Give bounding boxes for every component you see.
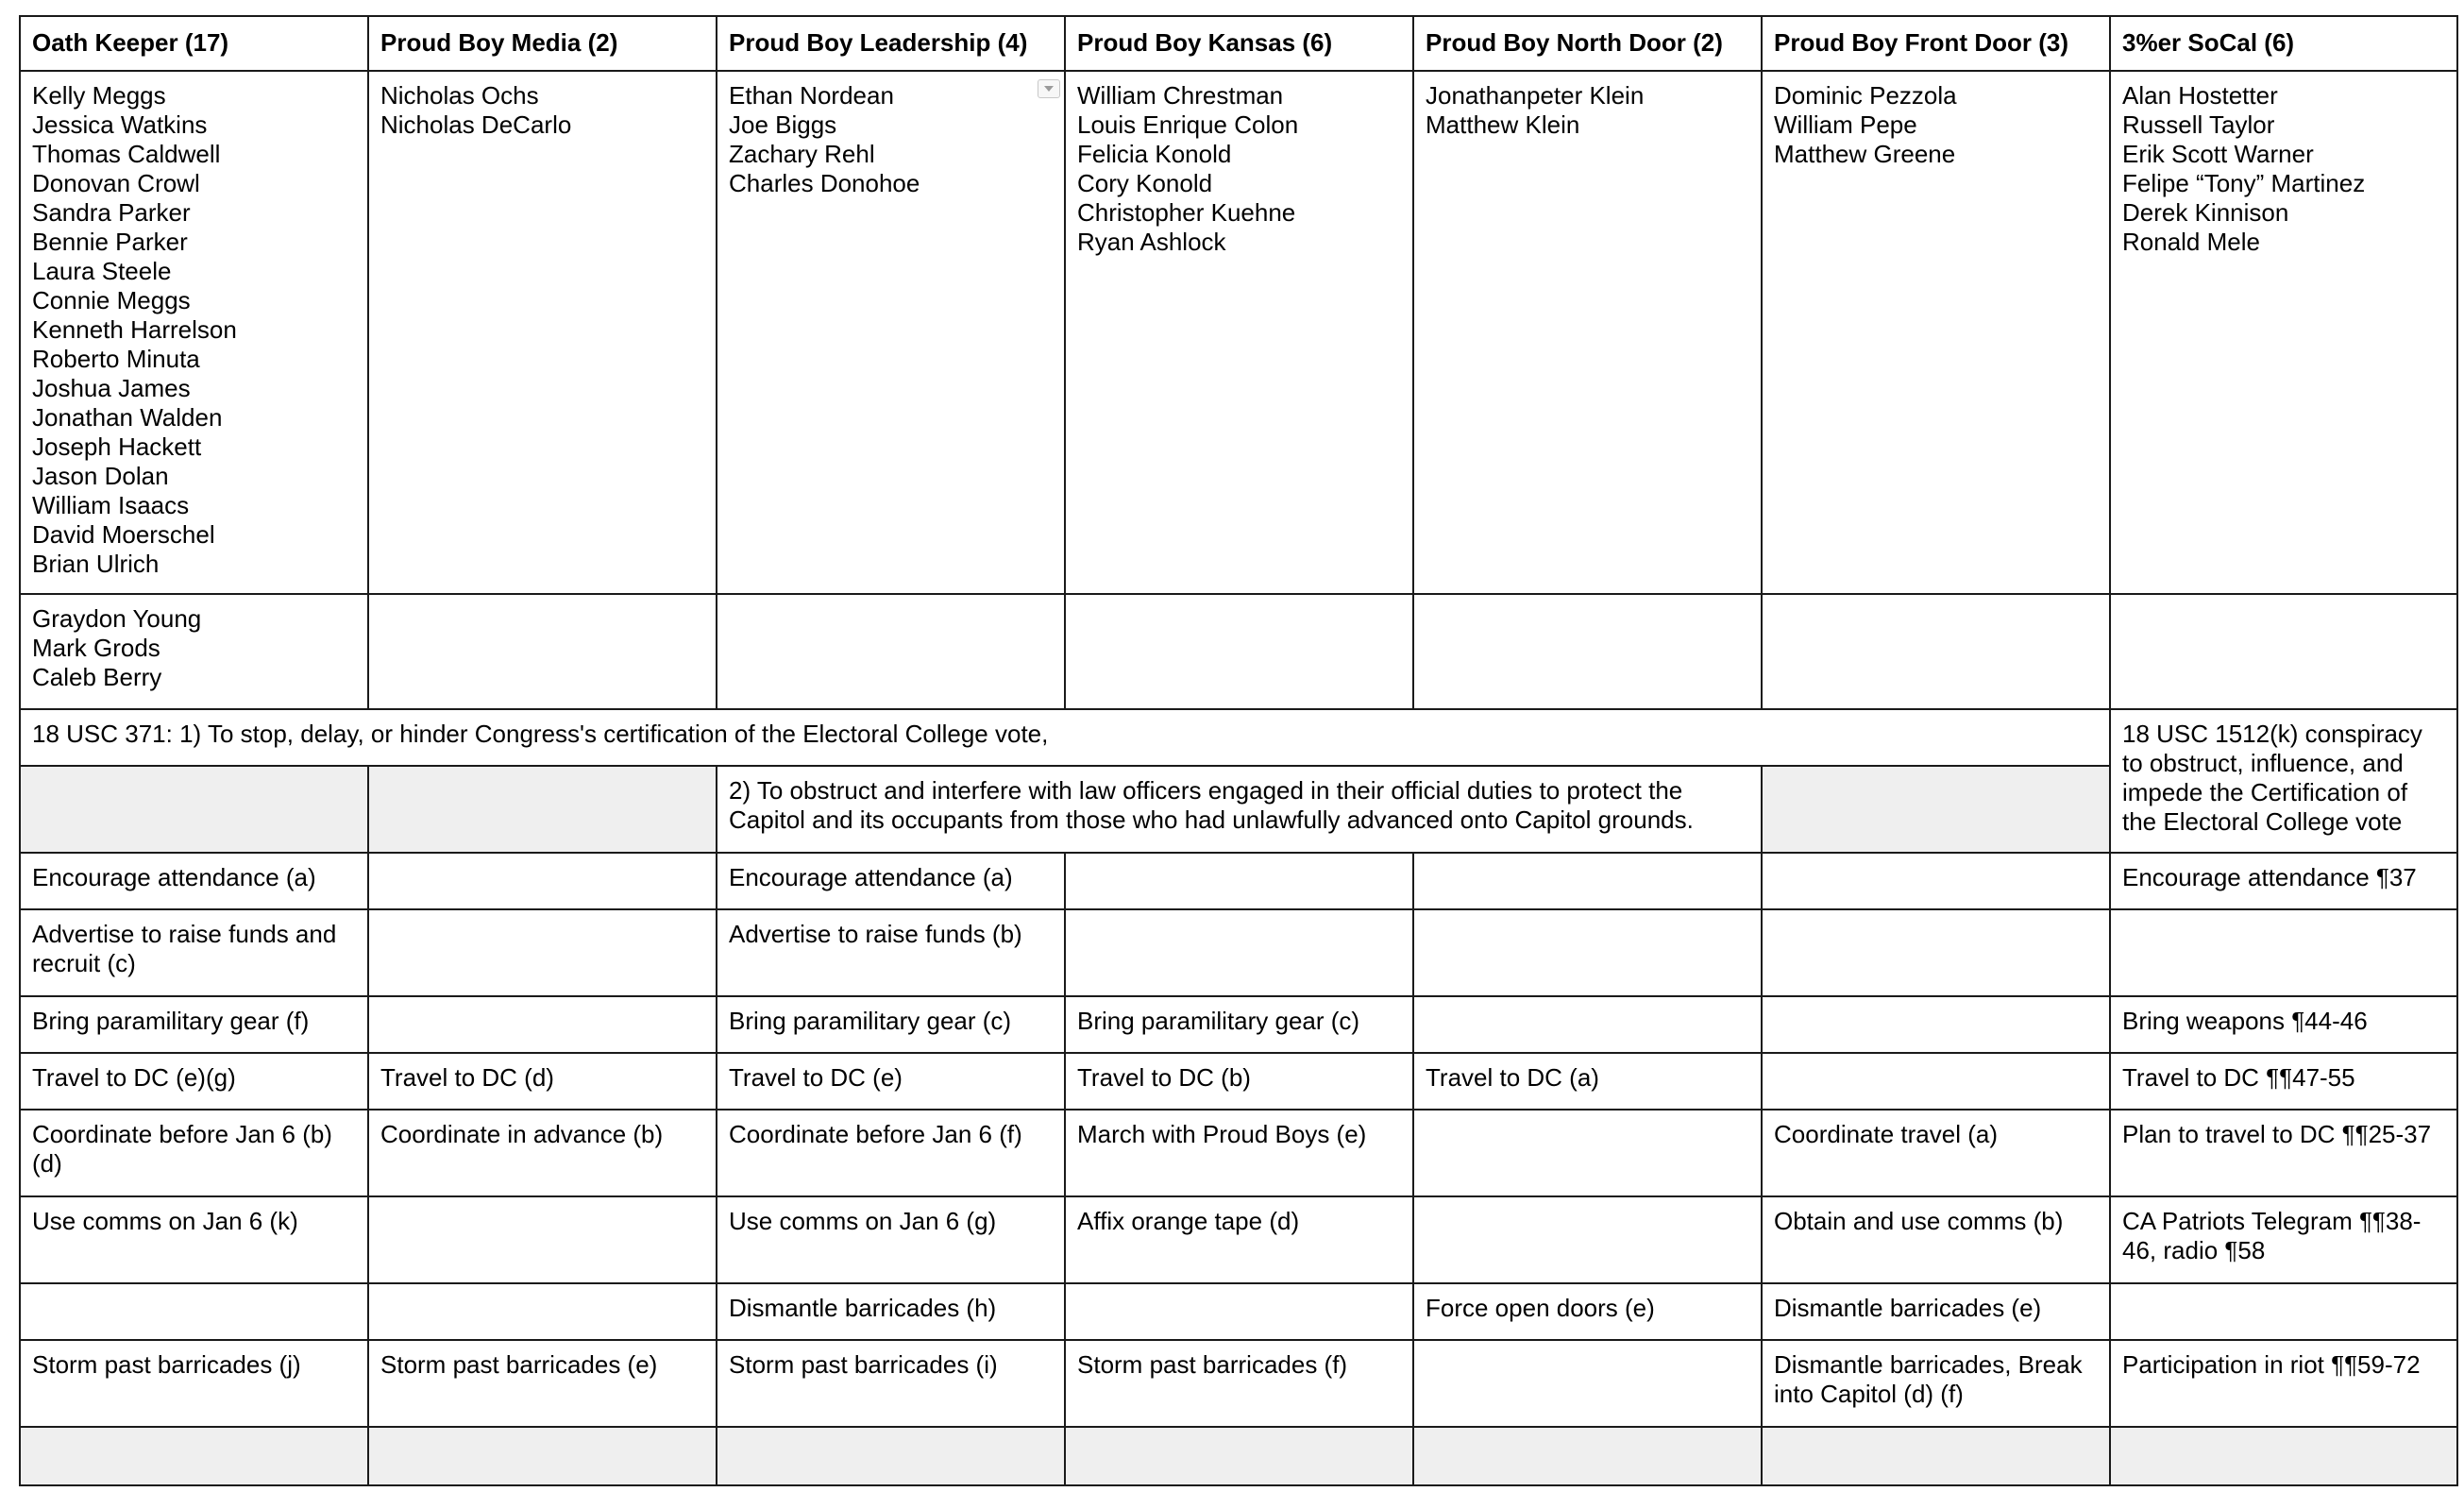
act-cell[interactable]: Dismantle barricades (e) — [1762, 1283, 2110, 1340]
act-cell[interactable]: Travel to DC (a) — [1413, 1053, 1762, 1110]
act-cell[interactable]: Encourage attendance (a) — [717, 853, 1065, 909]
act-cell[interactable] — [1413, 853, 1762, 909]
act-cell[interactable]: March with Proud Boys (e) — [1065, 1110, 1413, 1196]
header-cell[interactable]: Proud Boy Leadership (4) — [717, 16, 1065, 71]
act-cell[interactable]: Obtain and use comms (b) — [1762, 1196, 2110, 1283]
header-cell[interactable]: Proud Boy Front Door (3) — [1762, 16, 2110, 71]
empty-cell[interactable] — [2110, 1427, 2457, 1485]
members-extra-cell[interactable]: Graydon Young Mark Grods Caleb Berry — [20, 594, 368, 709]
members-cell[interactable]: Dominic Pezzola William Pepe Matthew Greene — [1762, 71, 2110, 594]
act-cell[interactable]: Advertise to raise funds (b) — [717, 909, 1065, 996]
empty-cell[interactable] — [368, 766, 717, 853]
act-cell[interactable]: Storm past barricades (j) — [20, 1340, 368, 1427]
act-cell[interactable]: Bring paramilitary gear (c) — [717, 996, 1065, 1053]
act-cell[interactable]: Coordinate before Jan 6 (f) — [717, 1110, 1065, 1196]
act-cell[interactable] — [1762, 853, 2110, 909]
empty-cell[interactable] — [1762, 766, 2110, 853]
table-row — [20, 853, 2457, 909]
act-cell[interactable]: Dismantle barricades (h) — [717, 1283, 1065, 1340]
act-cell[interactable] — [1413, 909, 1762, 996]
act-cell[interactable] — [2110, 909, 2457, 996]
table-row — [20, 909, 2457, 996]
act-cell[interactable]: Participation in riot ¶¶59-72 — [2110, 1340, 2457, 1427]
act-cell[interactable] — [1065, 909, 1413, 996]
members-cell[interactable] — [717, 71, 1065, 594]
empty-cell[interactable] — [1762, 1427, 2110, 1485]
act-cell[interactable]: Bring paramilitary gear (c) — [1065, 996, 1413, 1053]
empty-cell[interactable] — [1065, 1427, 1413, 1485]
header-cell[interactable]: Oath Keeper (17) — [20, 16, 368, 71]
table-row — [20, 1110, 2457, 1196]
charge-371-part1-cell[interactable]: 18 USC 371: 1) To stop, delay, or hinder Congress's certification of the Electoral College vote, — [20, 709, 2110, 766]
act-cell[interactable]: Bring weapons ¶44-46 — [2110, 996, 2457, 1053]
empty-cell[interactable] — [717, 1427, 1065, 1485]
header-cell[interactable]: Proud Boy Kansas (6) — [1065, 16, 1413, 71]
charge-row-2 — [20, 766, 2457, 853]
empty-cell[interactable] — [1413, 1427, 1762, 1485]
act-cell[interactable]: Encourage attendance (a) — [20, 853, 368, 909]
members-extra-cell[interactable] — [368, 594, 717, 709]
empty-row — [20, 1427, 2457, 1485]
members-cell[interactable]: Kelly Meggs Jessica Watkins Thomas Caldwell Donovan Crowl Sandra Parker Bennie Parker Laura Steele Connie Meggs Kenneth Harrelson Roberto Minuta Joshua James Jonathan Walden Joseph Hackett Jason Dolan William Isaacs David Moerschel Brian Ulrich — [20, 71, 368, 594]
act-cell[interactable]: Storm past barricades (f) — [1065, 1340, 1413, 1427]
act-cell[interactable]: Dismantle barricades, Break into Capitol (d) (f) — [1762, 1340, 2110, 1427]
members-cell[interactable]: William Chrestman Louis Enrique Colon Felicia Konold Cory Konold Christopher Kuehne Ryan Ashlock — [1065, 71, 1413, 594]
table-row — [20, 1340, 2457, 1427]
members-cell[interactable]: Nicholas Ochs Nicholas DeCarlo — [368, 71, 717, 594]
act-cell[interactable]: Storm past barricades (i) — [717, 1340, 1065, 1427]
members-extra-cell[interactable] — [1065, 594, 1413, 709]
act-cell[interactable] — [1413, 1340, 1762, 1427]
spreadsheet-table — [19, 15, 2458, 1486]
act-cell[interactable]: Travel to DC (e)(g) — [20, 1053, 368, 1110]
table-row — [20, 1053, 2457, 1110]
members-cell[interactable]: Jonathanpeter Klein Matthew Klein — [1413, 71, 1762, 594]
act-cell[interactable] — [368, 1283, 717, 1340]
members-extra-cell[interactable] — [2110, 594, 2457, 709]
act-cell[interactable]: Travel to DC (b) — [1065, 1053, 1413, 1110]
act-cell[interactable]: Travel to DC (e) — [717, 1053, 1065, 1110]
members-extra-cell[interactable] — [1762, 594, 2110, 709]
act-cell[interactable]: Affix orange tape (d) — [1065, 1196, 1413, 1283]
act-cell[interactable]: Force open doors (e) — [1413, 1283, 1762, 1340]
act-cell[interactable]: CA Patriots Telegram ¶¶38-46, radio ¶58 — [2110, 1196, 2457, 1283]
header-cell[interactable]: Proud Boy North Door (2) — [1413, 16, 1762, 71]
act-cell[interactable] — [1413, 996, 1762, 1053]
header-cell[interactable]: Proud Boy Media (2) — [368, 16, 717, 71]
act-cell[interactable] — [368, 909, 717, 996]
header-cell[interactable]: 3%er SoCal (6) — [2110, 16, 2457, 71]
act-cell[interactable]: Coordinate travel (a) — [1762, 1110, 2110, 1196]
header-row — [20, 16, 2457, 71]
table-row — [20, 1283, 2457, 1340]
act-cell[interactable] — [368, 1196, 717, 1283]
empty-cell[interactable] — [20, 1427, 368, 1485]
act-cell[interactable] — [368, 853, 717, 909]
empty-cell[interactable] — [368, 1427, 717, 1485]
members-row — [20, 71, 2457, 594]
act-cell[interactable] — [2110, 1283, 2457, 1340]
chevron-down-icon[interactable] — [1038, 79, 1060, 98]
act-cell[interactable]: Encourage attendance ¶37 — [2110, 853, 2457, 909]
act-cell[interactable]: Coordinate before Jan 6 (b)(d) — [20, 1110, 368, 1196]
act-cell[interactable]: Advertise to raise funds and recruit (c) — [20, 909, 368, 996]
act-cell[interactable] — [1413, 1196, 1762, 1283]
act-cell[interactable] — [1762, 996, 2110, 1053]
members-cell[interactable]: Alan Hostetter Russell Taylor Erik Scott Warner Felipe “Tony” Martinez Derek Kinnison Ronald Mele — [2110, 71, 2457, 594]
members-text: Ethan Nordean Joe Biggs Zachary Rehl Charles Donohoe — [729, 81, 920, 197]
charge-1512-cell[interactable]: 18 USC 1512(k) conspiracy to obstruct, influence, and impede the Certification of the Electoral College vote — [2110, 709, 2457, 853]
members-extra-row — [20, 594, 2457, 709]
table-row — [20, 996, 2457, 1053]
act-cell[interactable]: Storm past barricades (e) — [368, 1340, 717, 1427]
act-cell[interactable]: Plan to travel to DC ¶¶25-37 — [2110, 1110, 2457, 1196]
empty-cell[interactable] — [20, 766, 368, 853]
charge-371-part2-cell[interactable]: 2) To obstruct and interfere with law officers engaged in their official duties to protect the Capitol and its occupants from those who had unlawfully advanced onto Capitol grounds. — [717, 766, 1762, 853]
members-extra-cell[interactable] — [1413, 594, 1762, 709]
act-cell[interactable]: Bring paramilitary gear (f) — [20, 996, 368, 1053]
act-cell[interactable]: Use comms on Jan 6 (g) — [717, 1196, 1065, 1283]
act-cell[interactable] — [1065, 1283, 1413, 1340]
act-cell[interactable] — [368, 996, 717, 1053]
act-cell[interactable]: Travel to DC ¶¶47-55 — [2110, 1053, 2457, 1110]
act-cell[interactable] — [1762, 909, 2110, 996]
act-cell[interactable]: Use comms on Jan 6 (k) — [20, 1196, 368, 1283]
table-row — [20, 1196, 2457, 1283]
act-cell[interactable] — [20, 1283, 368, 1340]
act-cell[interactable] — [1065, 853, 1413, 909]
act-cell[interactable]: Coordinate in advance (b) — [368, 1110, 717, 1196]
members-extra-cell[interactable] — [717, 594, 1065, 709]
act-cell[interactable] — [1413, 1110, 1762, 1196]
act-cell[interactable] — [1762, 1053, 2110, 1110]
act-cell[interactable]: Travel to DC (d) — [368, 1053, 717, 1110]
charge-row-1 — [20, 709, 2457, 766]
